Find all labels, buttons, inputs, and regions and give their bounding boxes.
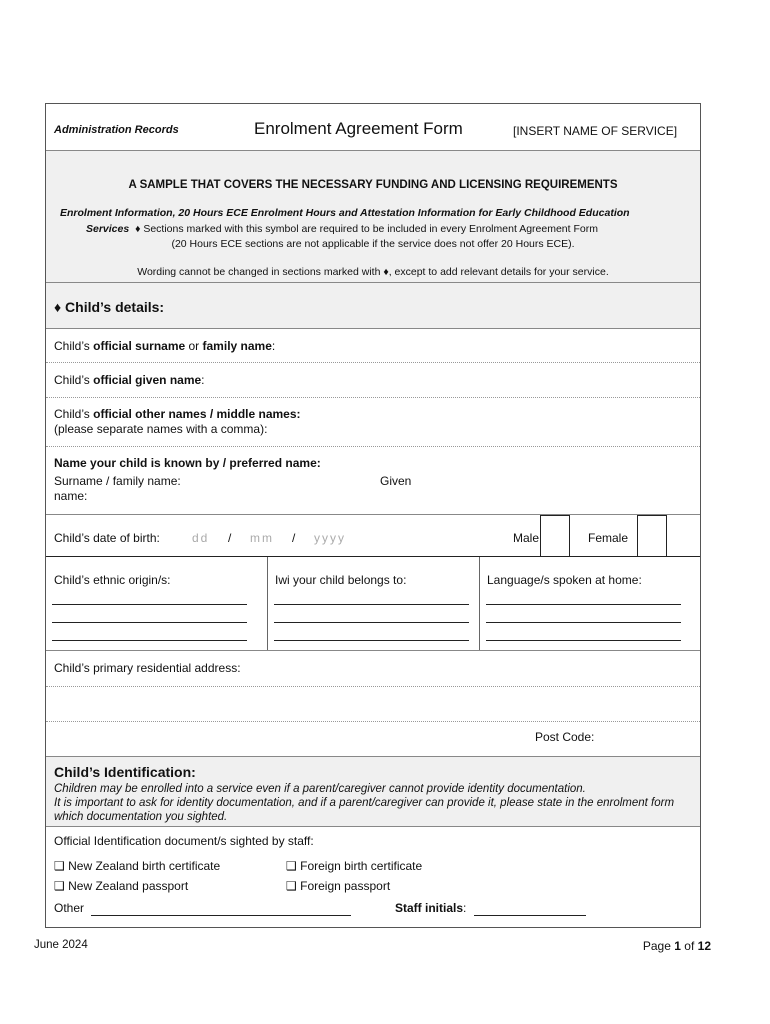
preferred-name-row[interactable] [46,446,700,514]
service-name-placeholder: [INSERT NAME OF SERVICE] [513,124,678,138]
child-details-header [46,282,700,328]
services-word: Services [86,223,130,235]
dob-separator: / [292,531,296,545]
identification-header [46,756,700,826]
iwi-line-1[interactable] [274,604,469,605]
ethnic-line-1[interactable] [52,604,247,605]
page-number: Page 1 of 12 [642,939,711,953]
staff-initials-label: Staff initials: [395,901,467,915]
other-document-field[interactable] [91,915,351,916]
iwi-line-2[interactable] [274,622,469,623]
intro-title: A SAMPLE THAT COVERS THE NECESSARY FUNDING AND LICENSING REQUIREMENTS [128,179,618,191]
post-code-row[interactable] [46,721,700,756]
language-line-1[interactable] [486,604,681,605]
language-label: Language/s spoken at home: [487,573,642,587]
given-name-label: Child’s official given name: [54,373,205,387]
iwi-line-3[interactable] [274,640,469,641]
surname-row[interactable] [46,328,700,362]
address-line-2[interactable] [46,686,700,721]
iwi-label: Iwi your child belongs to: [275,573,407,587]
dob-label: Child’s date of birth: [54,531,160,545]
preferred-name-label: Name your child is known by / preferred name: [54,456,321,470]
dob-month-field[interactable]: mm [250,531,274,545]
dob-day-field[interactable]: dd [192,531,210,545]
checkbox-icon: ❑ [54,879,65,893]
header-section-label: Administration Records [54,124,179,136]
preferred-given-label: Given [380,474,412,488]
form-title: Enrolment Agreement Form [254,119,463,138]
foreign-passport-option[interactable]: ❑ Foreign passport [286,879,391,893]
dob-separator: / [228,531,232,545]
identification-note-2: It is important to ask for identity documentation, and if a parent/caregiver can provide it, please state in the enrolment form which documentation you sighted. [54,797,675,823]
column-divider [267,557,268,651]
other-names-note: (please separate names with a comma): [54,422,268,436]
language-line-3[interactable] [486,640,681,641]
female-checkbox[interactable] [637,515,667,557]
dob-year-field[interactable]: yyyy [314,531,346,545]
footer-date: June 2024 [34,939,88,951]
other-names-row[interactable] [46,397,700,446]
checkbox-icon: ❑ [54,859,65,873]
male-label: Male [513,531,540,545]
documents-sighted-label: Official Identification document/s sighted by staff: [54,834,314,848]
intro-symbol-note [86,223,598,235]
identification-note-1: Children may be enrolled into a service even if a parent/caregiver cannot provide identity documentation. [54,783,586,795]
preferred-surname-label: Surname / family name: [54,474,181,488]
nz-birth-certificate-option[interactable]: ❑ New Zealand birth certificate [54,859,221,873]
foreign-birth-certificate-option[interactable]: ❑ Foreign birth certificate [286,859,423,873]
intro-block [46,150,700,282]
heritage-row [46,556,700,650]
post-code-label: Post Code: [535,730,595,744]
address-row[interactable] [46,650,700,686]
identification-documents [46,826,700,928]
preferred-name-word: name: [54,489,88,503]
ethnic-label: Child’s ethnic origin/s: [54,573,171,587]
intro-paren-note: (20 Hours ECE sections are not applicable if the service does not offer 20 Hours ECE). [171,238,575,250]
checkbox-icon: ❑ [286,879,297,893]
intro-wording-note: Wording cannot be changed in sections marked with ♦, except to add relevant details for your service. [137,266,609,278]
surname-label: Child’s official surname or family name: [54,339,276,353]
other-names-label: Child’s official other names / middle names: [54,407,301,421]
identification-title: Child’s Identification: [54,764,196,780]
male-checkbox[interactable] [540,515,570,557]
ethnic-line-2[interactable] [52,622,247,623]
given-name-row[interactable] [46,362,700,397]
intro-subtitle: Enrolment Information, 20 Hours ECE Enrolment Hours and Attestation Information for Early Childhood Education [60,207,630,219]
staff-initials-field[interactable] [474,915,586,916]
nz-passport-option[interactable]: ❑ New Zealand passport [54,879,189,893]
checkbox-icon: ❑ [286,859,297,873]
language-line-2[interactable] [486,622,681,623]
other-document-label: Other [54,901,85,915]
child-details-title: ♦ Child’s details: [54,299,165,315]
form-header [46,104,700,150]
address-label: Child’s primary residential address: [54,661,241,675]
female-label: Female [588,531,629,545]
ethnic-line-3[interactable] [52,640,247,641]
symbol-note-text: Sections marked with this symbol are required to be included in every Enrolment Agreement Form [143,223,598,235]
diamond-icon: ♦ [135,223,141,235]
column-divider [479,557,480,651]
dob-row [46,514,700,556]
enrolment-form [45,103,701,928]
